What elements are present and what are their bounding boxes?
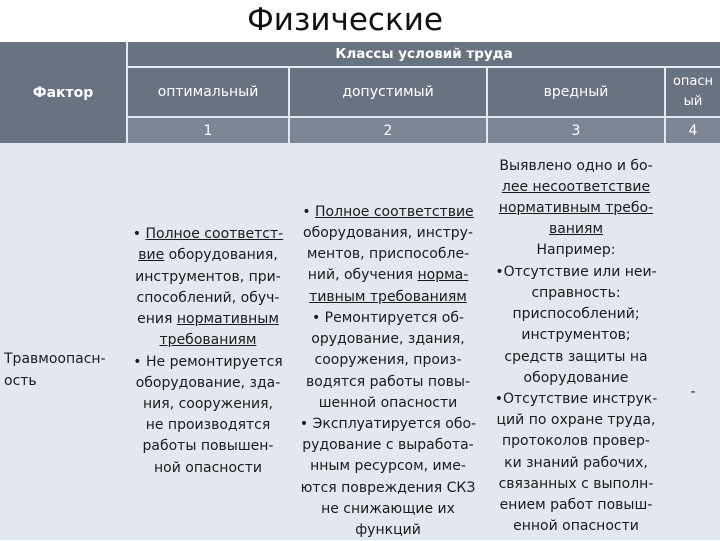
optimal-cell (128, 145, 288, 540)
harmful-line (536, 240, 615, 261)
acceptable-underlined-text: Полное соответствие (315, 203, 474, 220)
classes-header-label: Классы условий труда (335, 46, 513, 62)
col-dangerous-label: опасн ый (672, 74, 714, 109)
acceptable-text: рудование с выработа- (302, 437, 474, 454)
acceptable-text: оборудования, инстру- (303, 225, 473, 242)
optimal-underlined-text: требованиям (159, 332, 257, 349)
classes-header (128, 42, 720, 66)
harmful-line (499, 474, 654, 495)
acceptable-line (300, 414, 476, 435)
acceptable-line (309, 287, 467, 308)
optimal-text: ения (137, 311, 177, 328)
harmful-text: Например: (536, 242, 616, 259)
col-harmful-number (488, 118, 664, 143)
col-harmful-header (488, 68, 664, 116)
acceptable-line (302, 435, 473, 456)
acceptable-line (319, 393, 458, 414)
harmful-line (504, 453, 648, 474)
harmful-text: оборудование (523, 369, 629, 386)
acceptable-cell (290, 145, 486, 540)
harmful-line (512, 304, 639, 325)
harmful-line (531, 283, 620, 304)
harmful-text: енной опасности (513, 518, 639, 535)
col-acceptable-header (290, 68, 486, 116)
harmful-underlined-text: ваниям (548, 221, 604, 238)
acceptable-text: ются повреждения СКЗ (300, 479, 476, 496)
harmful-underlined-text: нормативным требо- (498, 200, 654, 217)
col-optimal-number (128, 118, 288, 143)
harmful-line (504, 347, 647, 368)
harmful-text: средств защиты на (504, 348, 648, 365)
optimal-text: способлений, обуч- (136, 289, 280, 306)
optimal-line (143, 436, 274, 457)
optimal-text: работы повышен- (142, 438, 274, 455)
acceptable-line (308, 265, 469, 286)
factor-line-2: ость (4, 372, 37, 389)
optimal-underlined-text: вие (138, 247, 165, 264)
acceptable-line (321, 499, 455, 520)
number-2: 2 (383, 122, 393, 139)
acceptable-line (315, 350, 462, 371)
acceptable-text: ментов, приспособле- (306, 246, 470, 263)
optimal-line (135, 267, 281, 288)
col-harmful-label: вредный (543, 84, 609, 100)
optimal-text: инструментов, при- (135, 268, 281, 285)
optimal-line (137, 288, 280, 309)
harmful-text: •Отсутствие или неи- (495, 263, 657, 280)
harmful-line (495, 389, 658, 410)
harmful-line (499, 198, 653, 219)
optimal-text: оборудования, (164, 247, 278, 264)
col-optimal-header (128, 68, 288, 116)
harmful-line (502, 177, 650, 198)
harmful-cell (488, 145, 664, 540)
harmful-line (524, 368, 629, 389)
acceptable-line (303, 223, 473, 244)
acceptable-line (312, 308, 464, 329)
page-title: Физические (247, 2, 443, 38)
optimal-line (146, 415, 271, 436)
working-conditions-table (0, 42, 720, 540)
acceptable-text: ний, обучения (307, 267, 418, 284)
acceptable-line (302, 202, 473, 223)
harmful-text: •Отсутствие инструк- (494, 390, 658, 407)
harmful-text: ки знаний рабочих, (504, 454, 648, 471)
col-dangerous-number (666, 118, 720, 143)
optimal-text: ной опасности (154, 459, 262, 476)
harmful-line (500, 495, 653, 516)
acceptable-line (310, 456, 466, 477)
harmful-text: связанных с выполн- (498, 475, 654, 492)
factor-header (0, 42, 126, 143)
optimal-text: • (132, 226, 146, 243)
acceptable-text: шенной опасности (318, 394, 458, 411)
optimal-text: не производятся (145, 417, 271, 434)
optimal-line (154, 458, 262, 479)
number-3: 3 (571, 122, 581, 139)
harmful-line (495, 262, 656, 283)
number-4: 4 (688, 122, 698, 139)
acceptable-text: нным ресурсом, име- (310, 458, 466, 475)
factor-cell (0, 145, 126, 540)
acceptable-underlined-text: тивным требованиям (309, 288, 467, 305)
col-acceptable-number (290, 118, 486, 143)
acceptable-text: водятся работы повы- (305, 373, 471, 390)
optimal-line (160, 330, 257, 351)
harmful-text: инструментов; (521, 327, 631, 344)
harmful-text: приспособлений; (512, 306, 640, 323)
acceptable-text: орудование, здания, (311, 331, 465, 348)
dangerous-value: - (690, 383, 696, 400)
harmful-text: ением работ повыш- (499, 496, 653, 513)
acceptable-text: не снижающие их (321, 500, 455, 517)
harmful-line (513, 516, 639, 537)
harmful-text: Выявлено одно и бо- (499, 157, 653, 174)
dangerous-cell (666, 145, 720, 540)
acceptable-text: • Эксплуатируется обо- (299, 415, 477, 432)
harmful-underlined-text: лее несоответствие (501, 178, 651, 195)
harmful-line (521, 325, 630, 346)
harmful-line (549, 219, 603, 240)
harmful-line (499, 156, 652, 177)
harmful-line (497, 410, 656, 431)
number-1: 1 (203, 122, 213, 139)
optimal-line (133, 352, 282, 373)
acceptable-line (306, 372, 470, 393)
optimal-line (143, 394, 273, 415)
optimal-underlined-text: нормативным (176, 311, 279, 328)
col-acceptable-label: допустимый (342, 84, 434, 100)
acceptable-underlined-text: норма- (417, 267, 469, 284)
col-optimal-label: оптимальный (157, 84, 259, 100)
acceptable-text: • Ремонтируется об- (311, 309, 465, 326)
optimal-line (133, 224, 283, 245)
acceptable-text: функций (355, 521, 421, 538)
optimal-text: оборудование, зда- (135, 374, 281, 391)
optimal-line (137, 309, 279, 330)
optimal-underlined-text: Полное соответст- (145, 226, 284, 243)
harmful-text: ций по охране труда, (496, 412, 656, 429)
optimal-text: ния, сооружения, (143, 395, 273, 412)
optimal-line (136, 373, 281, 394)
acceptable-text: сооружения, произ- (314, 352, 462, 369)
acceptable-line (307, 244, 469, 265)
factor-header-label: Фактор (32, 84, 94, 101)
harmful-line (502, 431, 650, 452)
acceptable-text: • (302, 203, 316, 220)
factor-line-1: Травмоопасн- (4, 351, 106, 368)
acceptable-line (301, 478, 476, 499)
acceptable-line (355, 520, 421, 541)
harmful-text: протоколов провер- (502, 433, 650, 450)
col-dangerous-header (666, 68, 720, 116)
acceptable-line (311, 329, 464, 350)
harmful-text: справность: (531, 284, 621, 301)
optimal-line (138, 245, 278, 266)
optimal-text: • Не ремонтируется (133, 353, 283, 370)
